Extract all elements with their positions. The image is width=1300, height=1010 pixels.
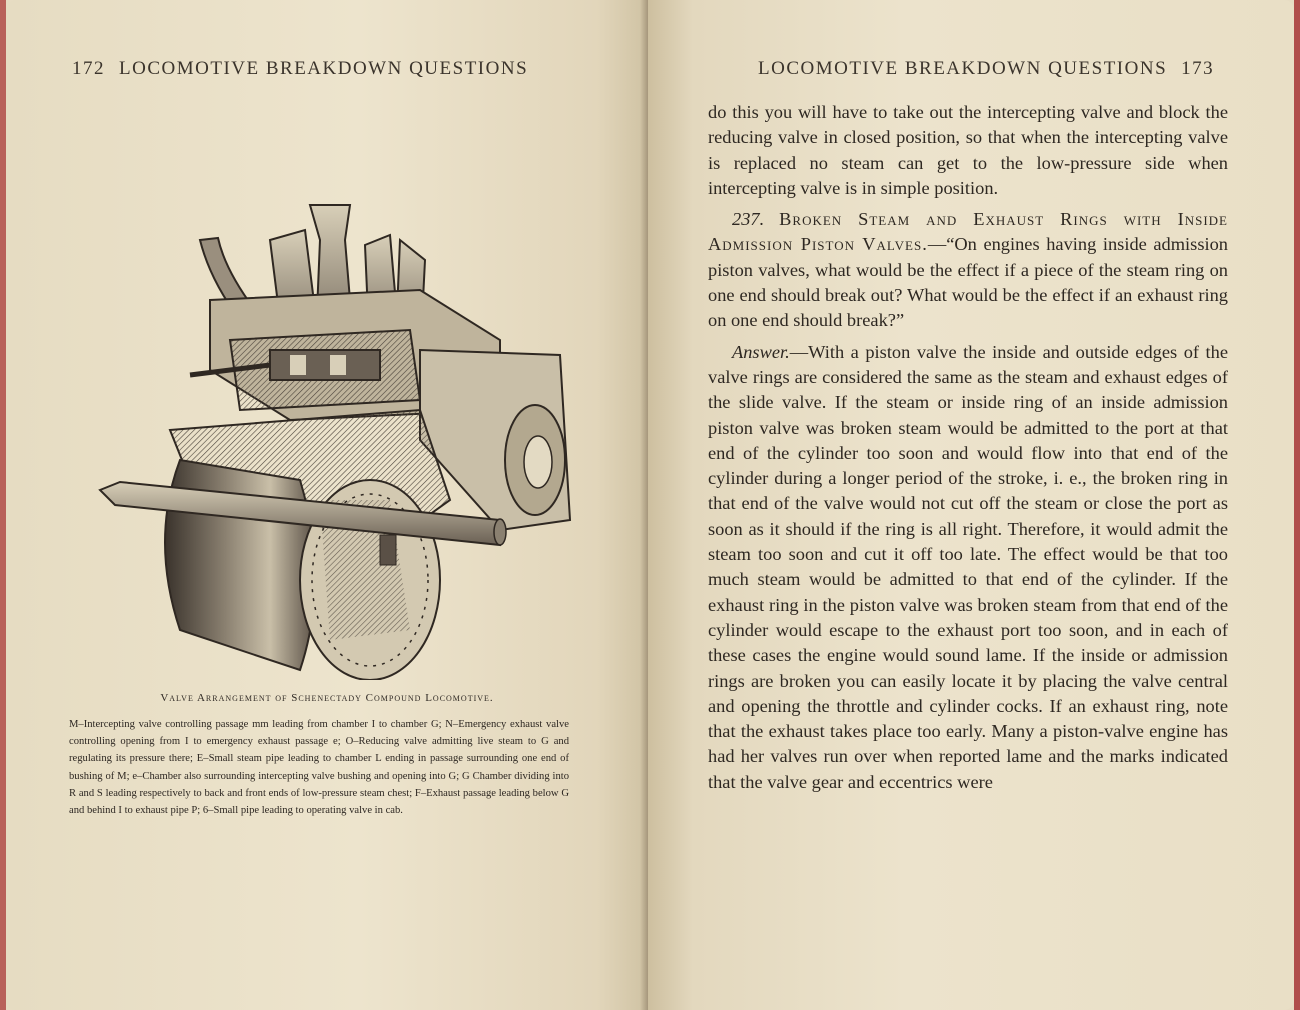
right-body-text — [708, 100, 1228, 795]
section-question: —“On engines having inside admission piston valves, what would be the effect if a piece of the steam ring on one end should break out? What would be the effect if an exhaust ring on one end should break?” — [708, 234, 1228, 331]
section-number: 237. — [732, 209, 765, 230]
figure-caption: Valve Arrangement of Schenectady Compound Locomotive. — [160, 692, 494, 704]
right-running-title: LOCOMOTIVE BREAKDOWN QUESTIONS — [758, 58, 1168, 79]
continuation-paragraph: do this you will have to take out the intercepting valve and block the reducing valve in closed position, so that when the intercepting valve is replaced no steam can get to the low-pressure side when intercepting valve is in simple position. — [708, 102, 1228, 198]
book-edge-right — [1294, 0, 1300, 1010]
answer-paragraph — [708, 340, 1228, 795]
figure-legend: M–Intercepting valve controlling passage mm leading from chamber I to chamber G; N–Emergency exhaust valve controlling opening from I to emergency exhaust passage e; O–Reducing valve admitting live steam to G and regulating its pressure there; E–Small steam pipe leading to chamber L ending in passage surrounding one end of bushing of M; e–Chamber also surrounding intercepting valve bushing and opening into G; G Chamber dividing into R and S leading respectively to back and front ends of low-pressure steam chest; F–Exhaust passage leading below G and behind I to exhaust pipe P; 6–Small pipe leading to operating valve in cab. — [69, 719, 569, 817]
valve-arrangement-illustration — [90, 200, 590, 680]
left-running-head — [72, 58, 528, 80]
section-heading: Broken Steam and Exhaust Rings with Inside Admission Piston Valves. — [708, 209, 1228, 255]
left-page-number: 172 — [72, 58, 105, 79]
left-page — [6, 0, 648, 1010]
section-237-paragraph — [708, 207, 1228, 333]
answer-label: Answer. — [732, 341, 790, 362]
left-running-title: LOCOMOTIVE BREAKDOWN QUESTIONS — [119, 58, 529, 79]
right-page-number: 173 — [1181, 58, 1215, 79]
answer-text: —With a piston valve the inside and outside edges of the valve rings are considered the same as the steam and exhaust edges of the slide valve. If the steam or inside ring of an inside admission piston valve was broken steam would be admitted to the port at that end of the cylinder too soon and would flow into that end of the cylinder during a longer period of the stroke, i. e., the broken ring in that end of the valve would not cut off the steam or close the port as soon as it should if the ring is all right. Therefore, it would admit the steam too soon and cut it off too late. The effect would be that too much steam would be admitted to that end of the cylinder. If the exhaust ring in the piston valve was broken steam from that end of the cylinder would escape to the exhaust port too soon, and in each of these cases the engine would sound lame. If the inside or admission rings are broken you can easily locate it by placing the valve central and opening the throttle and cylinder cocks. If an exhaust ring, note that the exhaust takes place too early. Many a piston-valve engine has had her valves run over when reported lame and the marks indicated that the valve gear and eccentrics were — [708, 341, 1228, 792]
right-running-head — [758, 58, 1214, 80]
right-page — [648, 0, 1294, 1010]
